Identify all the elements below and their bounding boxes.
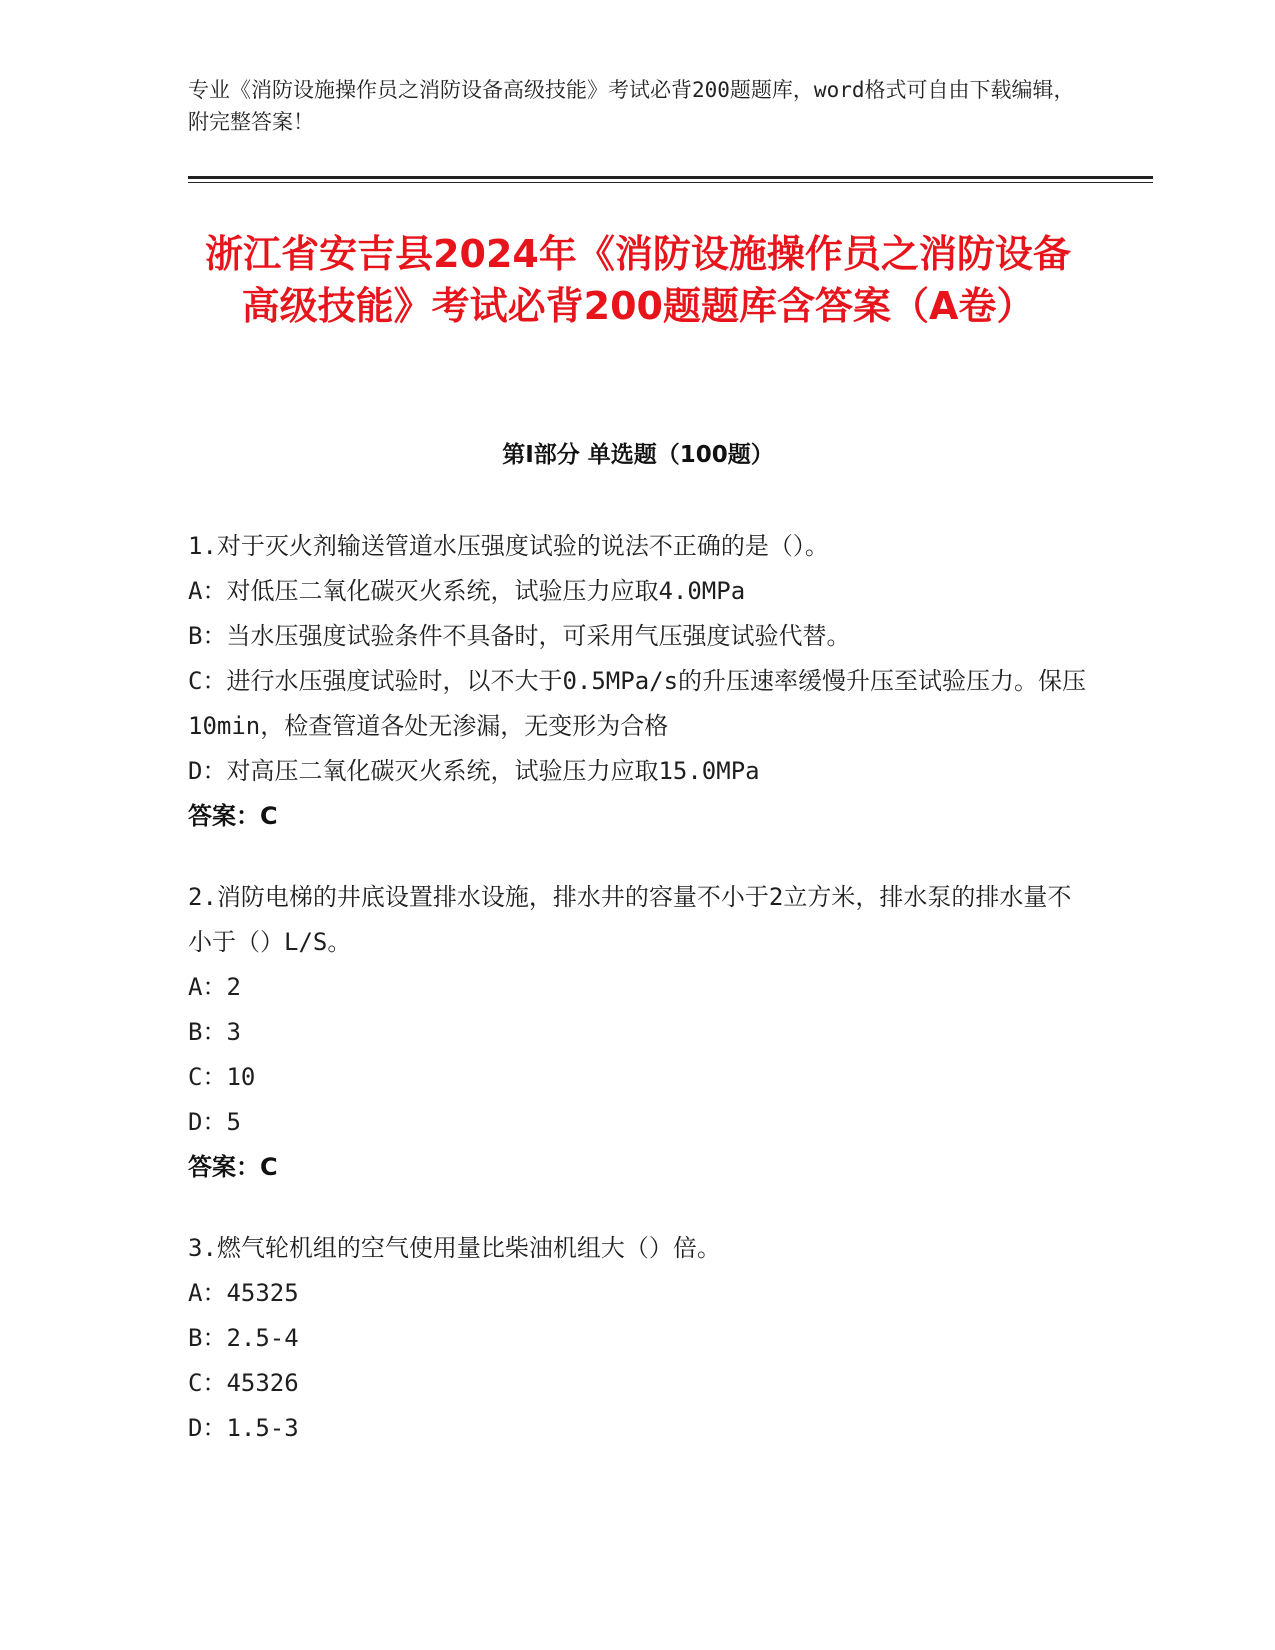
- question-text: 2.消防电梯的井底设置排水设施，排水井的容量不小于2立方米，排水泵的排水量不小于（）L/S。: [188, 883, 1072, 956]
- question-1: [188, 524, 1088, 839]
- option-d: D：1.5-3: [188, 1414, 299, 1442]
- option-b: B：当水压强度试验条件不具备时，可采用气压强度试验代替。: [188, 622, 851, 650]
- section-title: 第I部分 单选题（100题）: [502, 442, 774, 468]
- option-a: A：2: [188, 973, 241, 1001]
- option-c: C：45326: [188, 1369, 299, 1397]
- document-title: 浙江省安吉县2024年《消防设施操作员之消防设备高级技能》考试必背200题题库含答案（A卷）: [205, 232, 1071, 328]
- option-b: B：2.5-4: [188, 1324, 299, 1352]
- header-rule-thin: [188, 182, 1153, 183]
- answer: 答案：C: [188, 1153, 278, 1181]
- answer: 答案：C: [188, 802, 278, 830]
- option-a: A：45325: [188, 1279, 299, 1307]
- header-note: 专业《消防设施操作员之消防设备高级技能》考试必背200题题库，word格式可自由下载编辑，附完整答案！: [188, 78, 1075, 134]
- header-rule-thick: [188, 176, 1153, 179]
- option-c: C：进行水压强度试验时，以不大于0.5MPa/s的升压速率缓慢升压至试验压力。保压10min，检查管道各处无渗漏，无变形为合格: [188, 667, 1087, 740]
- option-a: A：对低压二氧化碳灭火系统，试验压力应取4.0MPa: [188, 577, 746, 605]
- question-list: [188, 524, 1088, 1487]
- question-text: 3.燃气轮机组的空气使用量比柴油机组大（）倍。: [188, 1234, 721, 1262]
- option-d: D：对高压二氧化碳灭火系统，试验压力应取15.0MPa: [188, 757, 760, 785]
- question-3: [188, 1226, 1088, 1451]
- question-text: 1.对于灭火剂输送管道水压强度试验的说法不正确的是（）。: [188, 532, 829, 560]
- option-c: C：10: [188, 1063, 256, 1091]
- option-b: B：3: [188, 1018, 241, 1046]
- option-d: D：5: [188, 1108, 241, 1136]
- question-2: [188, 875, 1088, 1190]
